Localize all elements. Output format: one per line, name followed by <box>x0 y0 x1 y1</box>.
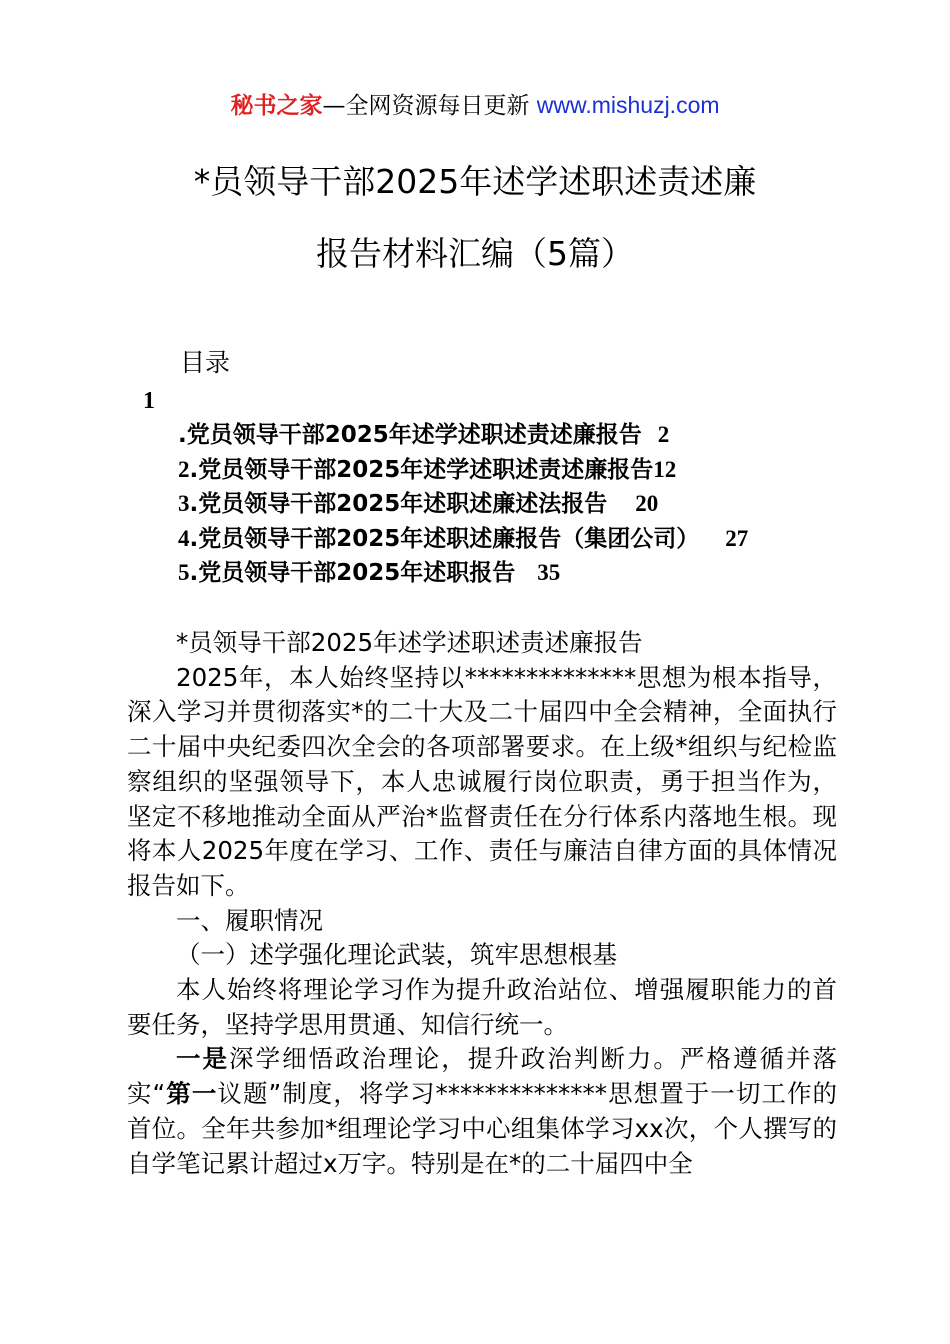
header-tagline: —全网资源每日更新 <box>322 93 530 119</box>
toc-item[interactable] <box>178 453 748 488</box>
document-title-line2: 报告材料汇编（5篇） <box>316 234 634 273</box>
document-title-line1: *员领导干部2025年述学述职述责述廉 <box>193 162 757 201</box>
toc-item[interactable] <box>178 522 748 557</box>
toc-item[interactable] <box>178 487 748 522</box>
subsection-heading: （一）述学强化理论武装，筑牢思想根基 <box>176 940 617 970</box>
table-of-contents <box>178 418 748 591</box>
paragraph: 本人始终将理论学习作为提升政治站位、增强履职能力的首要任务，坚持学思用贯通、知信行统一。 <box>127 975 837 1039</box>
intro-paragraph: 2025年，本人始终坚持以**************思想为根本指导，深入学习并贯彻落实*的二十大及二十届四中全会精神，全面执行二十届中央纪委四次全会的各项部署要求。在上级*组织与纪检监察组织的坚强领导下，本人忠诚履行岗位职责，勇于担当作为，坚定不移地推动全面从严治*监督责任在分行体系内落地生根。现将本人2025年度在学习、工作、责任与廉洁自律方面的具体情况报告如下。 <box>127 662 837 900</box>
report-body <box>127 626 837 1181</box>
brand-name: 秘书之家 <box>230 93 323 119</box>
toc-item-page: 35 <box>537 560 561 585</box>
toc-item[interactable] <box>178 418 748 453</box>
paragraph <box>127 1042 837 1181</box>
toc-first-number: 1 <box>143 388 155 414</box>
paragraph-text: 深学细悟政治理论，提升政治判断力。严格遵循并落实“ <box>127 1044 838 1109</box>
toc-item-number: 5 <box>178 560 190 585</box>
toc-item-text: .党员领导干部2025年述职述廉述法报告 <box>189 491 608 517</box>
toc-item-page: 12 <box>653 456 677 482</box>
toc-item-text: .党员领导干部2025年述职报告 <box>189 560 516 586</box>
paragraph-lead: 一是 <box>176 1044 230 1074</box>
toc-item-text: .党员领导干部2025年述学述职述责述廉报告 <box>178 422 642 448</box>
paragraph-emphasis: 第一 <box>165 1079 218 1109</box>
toc-label: 目录 <box>180 348 231 377</box>
site-header <box>0 88 950 123</box>
toc-item-number: 2 <box>178 456 190 482</box>
toc-item-number: 4 <box>178 525 190 551</box>
toc-item-page: 2 <box>657 422 670 447</box>
toc-item-text: .党员领导干部2025年述职述廉报告（集团公司） <box>189 525 700 552</box>
toc-item-page: 27 <box>725 525 749 551</box>
toc-item-page: 20 <box>635 491 659 516</box>
toc-item-number: 3 <box>178 491 190 516</box>
report-title: *员领导干部2025年述学述职述责述廉报告 <box>176 628 643 657</box>
section-heading: 一、履职情况 <box>176 905 323 935</box>
toc-item[interactable] <box>178 556 748 591</box>
site-url[interactable]: www.mishuzj.com <box>536 92 720 118</box>
paragraph-text: 议题”制度，将学习**************思想置于一切工作的首位。全年共参加*组理论学习中心组集体学习xx次，个人撰写的自学笔记累计超过x万字。特别是在*的二十届四中全 <box>127 1079 837 1178</box>
toc-item-text: .党员领导干部2025年述学述职述责述廉报告 <box>189 456 654 483</box>
